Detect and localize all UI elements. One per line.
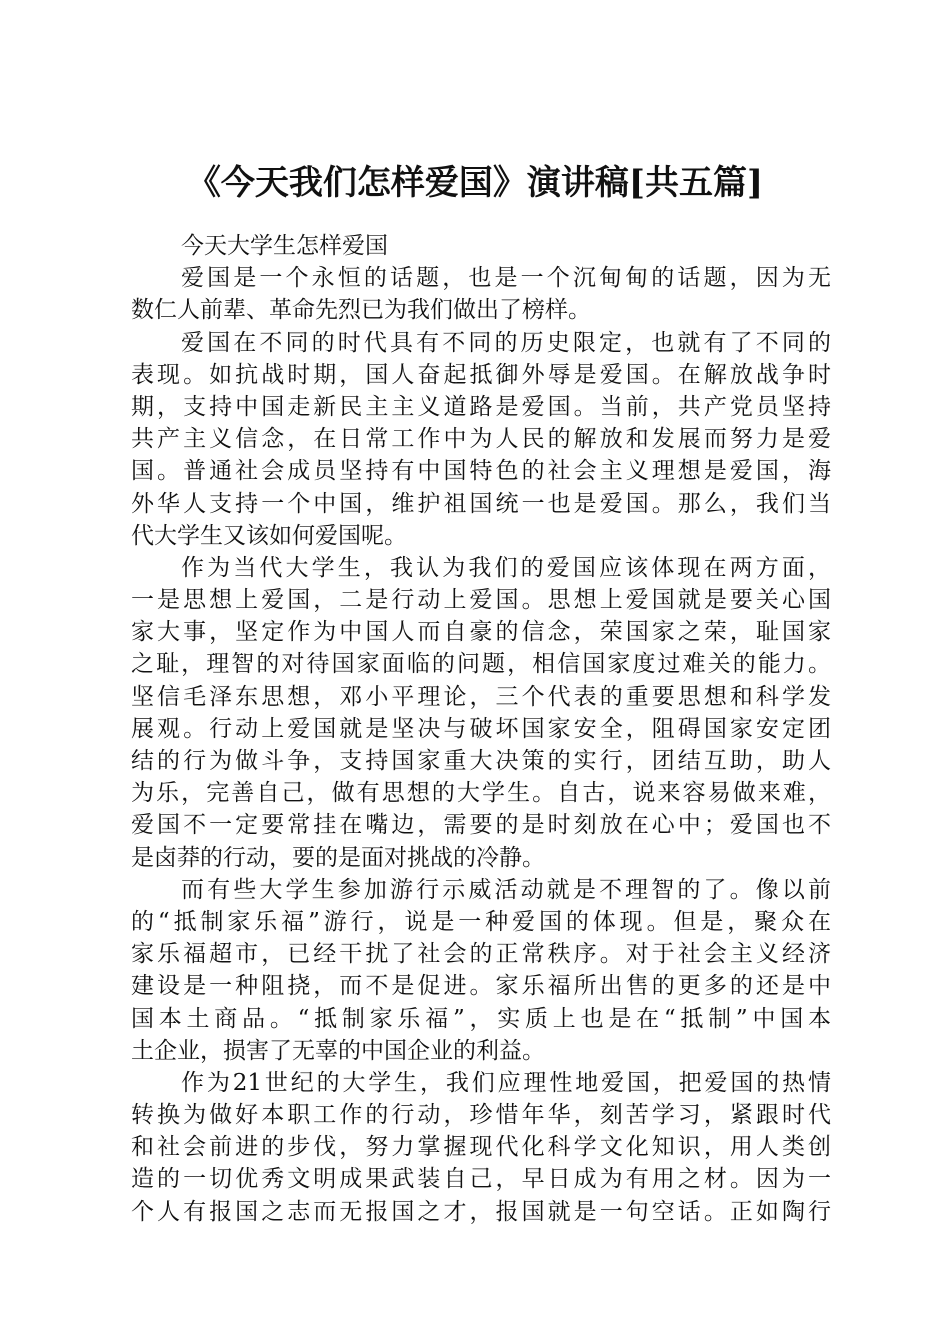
body-line: 国。普通社会成员坚持有中国特色的社会主义理想是爱国，海 [131, 458, 831, 485]
body-line: 个人有报国之志而无报国之才，报国就是一句空话。正如陶行 [131, 1198, 831, 1225]
body-line: 表现。如抗战时期，国人奋起抵御外辱是爱国。在解放战争时 [131, 361, 831, 388]
body-line: 共产主义信念，在日常工作中为人民的解放和发展而努力是爱 [131, 426, 831, 453]
body-line: 造的一切优秀文明成果武装自己，早日成为有用之材。因为一 [131, 1166, 831, 1193]
body-line: 而有些大学生参加游行示威活动就是不理智的了。像以前 [181, 876, 831, 903]
body-line: 期，支持中国走新民主主义道路是爱国。当前，共产党员坚持 [131, 393, 831, 420]
body-line: 之耻，理智的对待国家面临的问题，相信国家度过难关的能力。 [131, 651, 831, 678]
body-line: 爱国是一个永恒的话题，也是一个沉甸甸的话题，因为无 [181, 265, 831, 292]
body-line: 和社会前进的步伐，努力掌握现代化科学文化知识，用人类创 [131, 1134, 831, 1161]
body-line: 数仁人前辈、革命先烈已为我们做出了榜样。 [131, 297, 591, 324]
body-line: 一是思想上爱国，二是行动上爱国。思想上爱国就是要关心国 [131, 587, 831, 614]
document-title: 《今天我们怎样爱国》演讲稿[共五篇] [186, 163, 764, 203]
body-line: 国本土商品。“抵制家乐福”，实质上也是在“抵制”中国本 [131, 1005, 831, 1032]
body-line: 家乐福超市，已经干扰了社会的正常秩序。对于社会主义经济 [131, 941, 831, 968]
body-line: 爱国不一定要常挂在嘴边，需要的是时刻放在心中；爱国也不 [131, 812, 831, 839]
body-line: 的“抵制家乐福”游行，说是一种爱国的体现。但是，聚众在 [131, 908, 831, 935]
body-line: 外华人支持一个中国，维护祖国统一也是爱国。那么，我们当 [131, 490, 831, 517]
body-line: 作为当代大学生，我认为我们的爱国应该体现在两方面， [181, 554, 831, 581]
body-line: 土企业，损害了无辜的中国企业的利益。 [131, 1037, 545, 1064]
body-line: 爱国在不同的时代具有不同的历史限定，也就有了不同的 [181, 329, 831, 356]
body-line: 家大事，坚定作为中国人而自豪的信念，荣国家之荣，耻国家 [131, 619, 831, 646]
body-line: 展观。行动上爱国就是坚决与破坏国家安全，阻碍国家安定团 [131, 715, 831, 742]
body-line: 作为21世纪的大学生，我们应理性地爱国，把爱国的热情 [181, 1069, 831, 1096]
body-line: 坚信毛泽东思想，邓小平理论，三个代表的重要思想和科学发 [131, 683, 831, 710]
body-line: 今天大学生怎样爱国 [181, 233, 388, 259]
document-body [131, 230, 831, 1228]
body-line: 建设是一种阻挠，而不是促进。家乐福所出售的更多的还是中 [131, 973, 831, 1000]
body-line: 是卤莽的行动，要的是面对挑战的冷静。 [131, 844, 545, 871]
body-line: 为乐，完善自己，做有思想的大学生。自古，说来容易做来难， [131, 780, 831, 807]
body-line: 代大学生又该如何爱国呢。 [131, 522, 407, 549]
body-line: 结的行为做斗争，支持国家重大决策的实行，团结互助，助人 [131, 748, 831, 774]
body-line: 转换为做好本职工作的行动，珍惜年华，刻苦学习，紧跟时代 [131, 1102, 831, 1129]
